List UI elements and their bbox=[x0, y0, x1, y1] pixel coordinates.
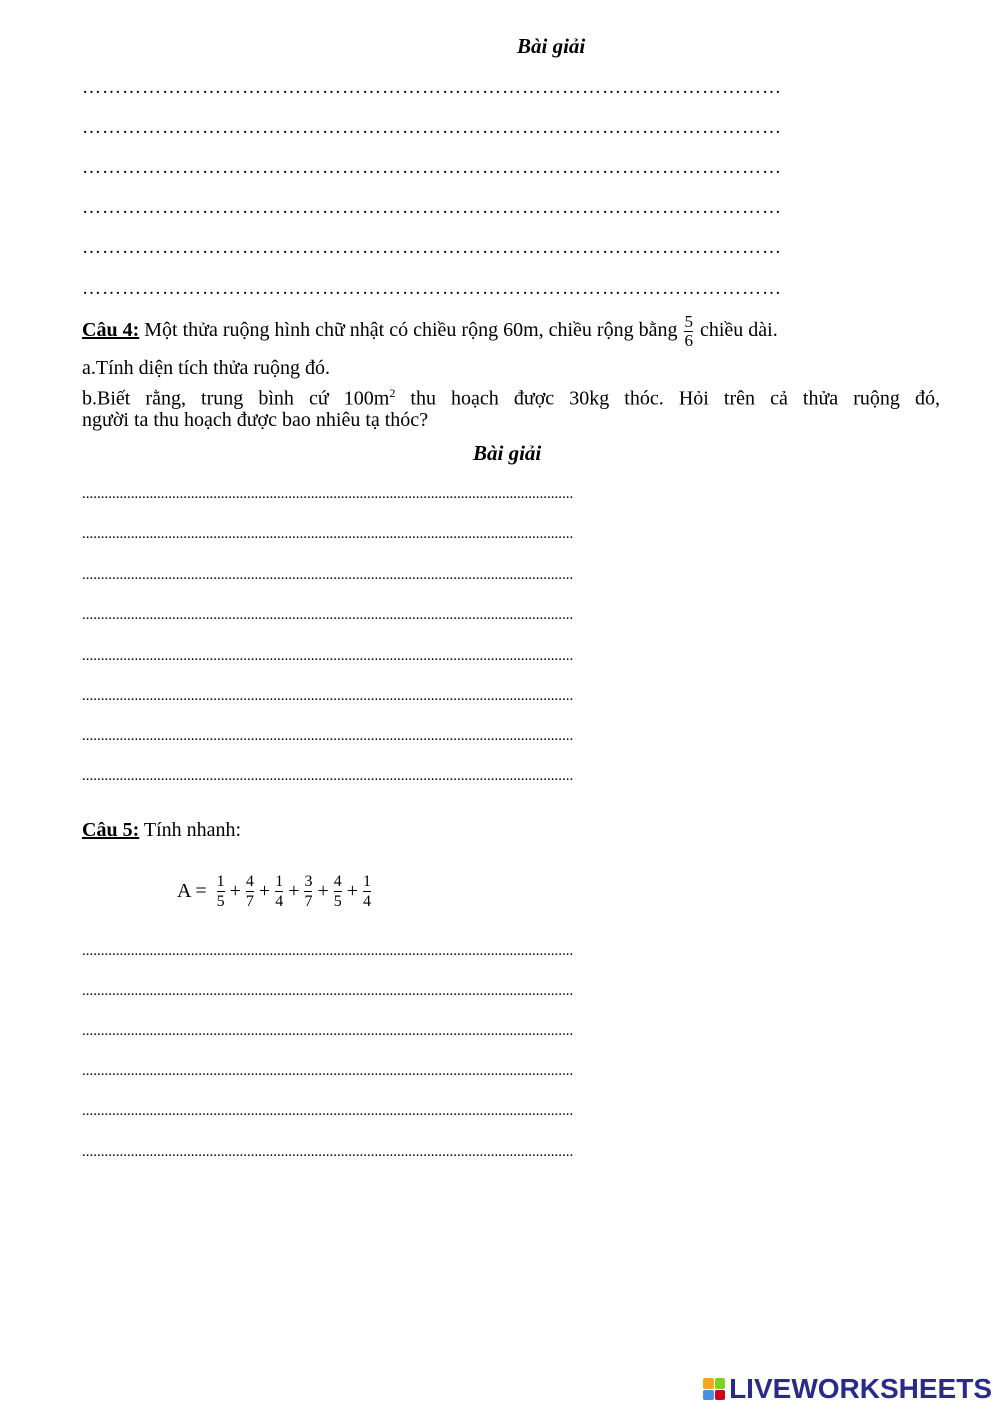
fraction-denominator: 4 bbox=[363, 893, 372, 910]
quick-calc-expression bbox=[177, 872, 373, 911]
plus-operator: + bbox=[346, 880, 359, 902]
fraction-denominator: 5 bbox=[216, 893, 225, 910]
expression-fraction bbox=[304, 872, 312, 911]
fraction-denominator: 5 bbox=[333, 893, 342, 910]
fraction-numerator: 4 bbox=[245, 873, 254, 890]
fraction-numerator: 4 bbox=[333, 873, 342, 890]
answer-line[interactable]: ................................................................................................................................... bbox=[82, 1103, 574, 1119]
fraction-denominator: 7 bbox=[245, 893, 254, 910]
fraction-denominator: 6 bbox=[684, 331, 693, 350]
question-4-fraction bbox=[684, 313, 693, 350]
question-4-statement bbox=[82, 313, 778, 350]
expression-fraction bbox=[363, 872, 371, 911]
question-4-part-b bbox=[82, 381, 940, 411]
question-4-label: Câu 4: bbox=[82, 319, 140, 342]
part-b-superscript: 2 bbox=[389, 386, 396, 400]
answer-line[interactable]: ................................................................................................................................... bbox=[82, 1144, 574, 1160]
fraction-numerator: 5 bbox=[684, 312, 693, 331]
fraction-numerator: 1 bbox=[275, 873, 284, 890]
answer-line[interactable]: ................................................................................................................................... bbox=[82, 526, 574, 542]
question-5-label: Câu 5: bbox=[82, 819, 140, 841]
liveworksheets-logo bbox=[703, 1373, 992, 1405]
answer-line[interactable]: ................................................................................................................................... bbox=[82, 1063, 574, 1079]
solution-heading-q4: Bài giải bbox=[473, 441, 542, 465]
answer-line[interactable]: ................................................................................................................................... bbox=[82, 943, 574, 959]
answer-line[interactable]: …………………………………………………………………………………………… bbox=[82, 238, 782, 258]
expression-fraction bbox=[246, 872, 254, 911]
answer-line[interactable]: ................................................................................................................................... bbox=[82, 607, 574, 623]
plus-operator: + bbox=[258, 880, 271, 902]
answer-line[interactable]: …………………………………………………………………………………………… bbox=[82, 78, 782, 98]
expression-lhs: A = bbox=[177, 880, 207, 902]
question-4-part-b-line-2: người ta thu hoạch được bao nhiêu tạ thóc? bbox=[82, 409, 429, 431]
expression-fraction bbox=[217, 872, 225, 911]
expression-fraction bbox=[275, 872, 283, 911]
answer-line[interactable]: ................................................................................................................................... bbox=[82, 648, 574, 664]
plus-operator: + bbox=[317, 880, 329, 902]
question-5-text: Tính nhanh: bbox=[143, 819, 242, 841]
answer-line[interactable]: ................................................................................................................................... bbox=[82, 768, 574, 784]
answer-line[interactable]: …………………………………………………………………………………………… bbox=[82, 279, 782, 299]
solution-heading-q3: Bài giải bbox=[517, 34, 586, 58]
part-b-text-2: thu hoạch được 30kg thóc. Hỏi trên cả thửa ruộng đó, bbox=[395, 387, 940, 410]
answer-line[interactable]: ................................................................................................................................... bbox=[82, 1023, 574, 1039]
logo-text: LIVEWORKSHEETS bbox=[729, 1373, 992, 1404]
plus-operator: + bbox=[288, 880, 300, 902]
expression-fraction bbox=[334, 872, 342, 911]
answer-line[interactable]: ................................................................................................................................... bbox=[82, 567, 574, 583]
answer-line[interactable]: ................................................................................................................................... bbox=[82, 728, 574, 744]
question-4-part-a: a.Tính diện tích thửa ruộng đó. bbox=[82, 357, 331, 379]
plus-operator: + bbox=[229, 880, 241, 902]
answer-line[interactable]: ................................................................................................................................... bbox=[82, 688, 574, 704]
fraction-numerator: 1 bbox=[216, 873, 225, 890]
fraction-numerator: 1 bbox=[363, 873, 372, 890]
fraction-denominator: 7 bbox=[304, 893, 313, 910]
answer-line[interactable]: …………………………………………………………………………………………… bbox=[82, 198, 782, 218]
answer-line[interactable]: …………………………………………………………………………………………… bbox=[82, 158, 782, 178]
answer-line[interactable]: ................................................................................................................................... bbox=[82, 486, 574, 502]
logo-mark-icon bbox=[703, 1378, 725, 1400]
fraction-numerator: 3 bbox=[304, 873, 313, 890]
question-4-text-before: Một thửa ruộng hình chữ nhật có chiều rộng 60m, chiều rộng bằng bbox=[144, 319, 678, 342]
answer-line[interactable]: ................................................................................................................................... bbox=[82, 983, 574, 999]
part-b-text-1: b.Biết rằng, trung bình cứ 100m bbox=[82, 387, 390, 410]
question-4-text-after: chiều dài. bbox=[699, 319, 778, 342]
answer-line[interactable]: …………………………………………………………………………………………… bbox=[82, 118, 782, 138]
fraction-denominator: 4 bbox=[275, 893, 284, 910]
question-5-statement bbox=[82, 818, 241, 842]
